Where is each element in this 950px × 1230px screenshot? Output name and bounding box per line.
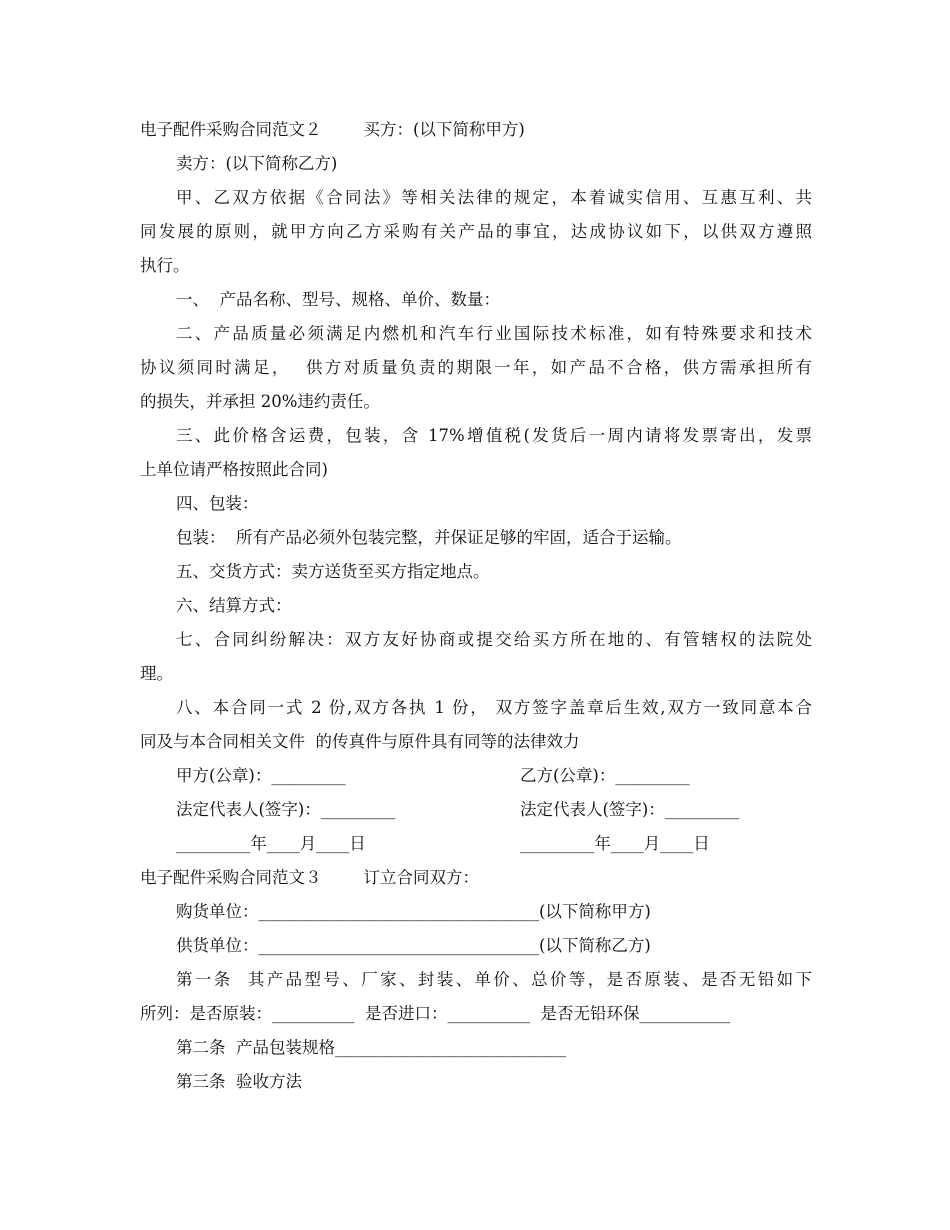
party-a-seal: 甲方(公章)：_________ [176,766,346,785]
contract3-title-line: 电子配件采购合同范文３ 订立合同双方： [140,868,479,887]
article-2: 第二条 产品包装规格____________________________ [176,1038,566,1057]
party-b-representative: 法定代表人(签字)：_________ [520,800,740,819]
preamble-line-3: 执行。 [140,256,190,275]
clause-1: 一、 产品名称、型号、规格、单价、数量： [176,290,500,309]
preamble-line-2: 同发展的原则，就甲方向乙方采购有关产品的事宜，达成协议如下，以供双方遵照 [140,222,812,241]
clause-3-line-2: 上单位请严格按照此合同) [140,460,328,479]
clause-6: 六、结算方式： [176,596,292,615]
clause-8-line-2: 同及与本合同相关文件 的传真件与原件具有同等的法律效力 [140,732,580,751]
preamble-line-1: 甲、乙双方依据《合同法》等相关法律的规定，本着诚实信用、互惠互利、共 [176,188,812,207]
clause-2-line-1: 二、产品质量必须满足内燃机和汽车行业国际技术标准，如有特殊要求和技术 [176,324,812,343]
clause-2-line-2: 协议须同时满足， 供方对质量负责的期限一年，如产品不合格，供方需承担所有 [140,358,812,377]
clause-7-line-1: 七、合同纠纷解决：双方友好协商或提交给买方所在地的、有管辖权的法院处 [176,630,812,649]
clause-8-line-1: 八、本合同一式 2 份,双方各执 1 份， 双方签字盖章后生效,双方一致同意本合 [176,698,812,717]
article-1-line-1: 第一条 其产品型号、厂家、封装、单价、总价等，是否原装、是否无铅如下 [176,970,812,989]
article-1-line-2: 所列：是否原装：__________ 是否进口：__________ 是否无铅环保___________ [140,1004,731,1023]
clause-4: 四、包装： [176,494,259,513]
article-3: 第三条 验收方法 [176,1072,302,1091]
clause-2-line-3: 的损失，并承担 20%违约责任。 [140,392,380,411]
clause-7-line-2: 理。 [140,664,173,683]
supplier-unit-line: 供货单位：__________________________________(以下简称乙方) [176,936,651,955]
party-b-seal: 乙方(公章)：_________ [520,766,690,785]
seller-line: 卖方：(以下简称乙方) [176,154,338,173]
clause-3-line-1: 三、此价格含运费，包装，含 17%增值税(发货后一周内请将发票寄出，发票 [176,426,812,445]
party-b-date: _________年____月____日 [520,834,710,853]
party-a-representative: 法定代表人(签字)：_________ [176,800,396,819]
packaging-line: 包装： 所有产品必须外包装完整，并保证足够的牢固，适合于运输。 [176,528,682,547]
clause-5: 五、交货方式：卖方送货至买方指定地点。 [176,562,490,581]
contract2-title-line: 电子配件采购合同范文２ 买方：(以下简称甲方) [140,120,525,139]
party-a-date: _________年____月____日 [176,834,366,853]
buyer-unit-line: 购货单位：__________________________________(以下简称甲方) [176,902,651,921]
